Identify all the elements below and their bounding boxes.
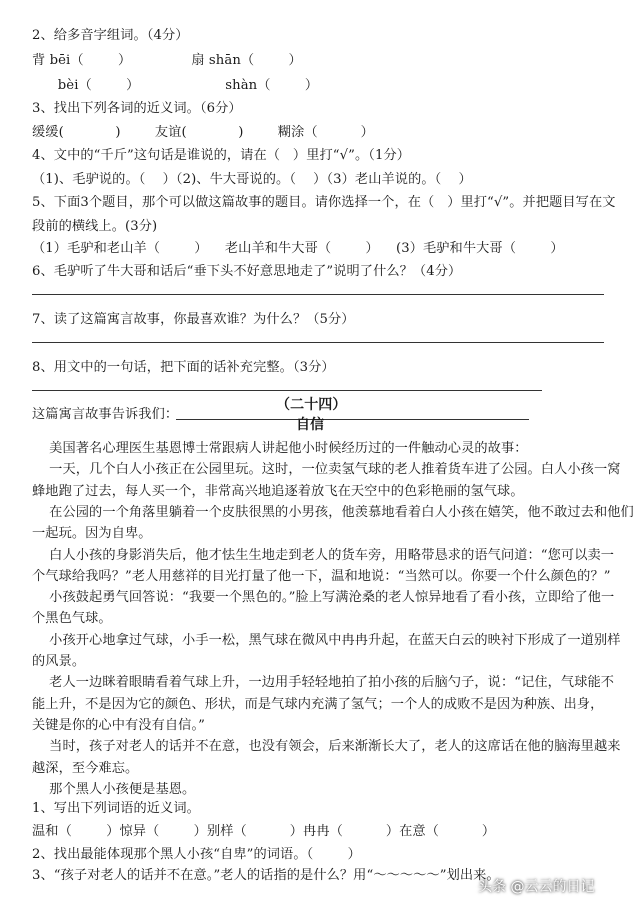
question-4: 4、文中的“千斤”这句话是谁说的，请在（ ）里打“√”。（1分） <box>32 148 411 163</box>
section-question: 3、“孩子对老人的话并不在意。”老人的话指的是什么？用“～～～～～”划出来。 <box>32 868 500 883</box>
passage-line: 当时，孩子对老人的话并不在意，也没有领会，后来渐渐长大了，老人的这席话在他的脑海里越来 <box>32 739 621 755</box>
passage-line: 蜂地跑了过去，每人买一个，非常高兴地追逐着放飞在天空中的色彩艳丽的氢气球。 <box>32 483 524 499</box>
question-6: 6、毛驴听了牛大哥和话后“垂下头不好意思地走了”说明了什么？（4分） <box>32 264 462 279</box>
question-3: 3、找出下列各词的近义词。（6分） <box>32 101 242 116</box>
question-5-line-2: 段前的横线上。(3分) <box>32 219 158 234</box>
question-7: 7、读了这篇寓言故事，你最喜欢谁？为什么？（5分） <box>32 312 355 327</box>
section-number: （二十四） <box>276 397 347 413</box>
passage-line: 个黑色气球。 <box>32 611 112 627</box>
passage-line: 越深，至今难忘。 <box>32 760 139 776</box>
answer-line-8-fill[interactable] <box>176 419 529 420</box>
polyphone-row-1: 背 bēi（ ） 扇 shān（ ） <box>32 53 302 68</box>
passage-line: 白人小孩的身影消失后，他才怯生生地走到老人的货车旁，用略带恳求的语气问道：“您可以卖一 <box>32 547 615 563</box>
section-question: 2、找出最能体现那个黑人小孩“自卑”的词语。（ ） <box>32 847 361 862</box>
polyphone-row-2: bèi（ ） shàn（ ） <box>32 78 319 93</box>
question-2: 2、给多音字组词。（4分） <box>32 28 189 43</box>
passage-line: 个气球给我吗？”老人用慈祥的目光打量了他一下，温和地说：“当然可以。你要一个什么颜色的？” <box>32 568 611 584</box>
passage-line: 一天，几个白人小孩正在公园里玩。这时，一位卖氢气球的老人推着货车进了公园。白人小孩一窝 <box>32 462 621 478</box>
section-question: 1、写出下列词语的近义词。 <box>32 801 200 816</box>
passage-line: 小孩鼓起勇气回答说：“我要一个黑色的。”脸上写满沧桑的老人惊异地看了看小孩，立即给了他一 <box>32 590 615 606</box>
answer-line-7[interactable] <box>32 342 604 343</box>
passage-line: 一起玩。因为自卑。 <box>32 526 152 542</box>
question-8: 8、用文中的一句话，把下面的话补充完整。（3分） <box>32 360 335 375</box>
passage-line: 在公园的一个角落里躺着一个皮肤很黑的小男孩，他羡慕地看着白人小孩在嬉笑，他不敢过去和他们 <box>32 504 634 520</box>
passage-line: 小孩开心地拿过气球，小手一松，黑气球在微风中冉冉升起，在蓝天白云的映衬下形成了一道别样 <box>32 632 621 648</box>
question-8-fill-label: 这篇寓言故事告诉我们： <box>32 407 179 422</box>
section-title: 自信 <box>296 417 325 433</box>
section-question: 温和（ ）惊异（ ）别样（ ）冉冉（ ）在意（ ） <box>32 824 496 839</box>
question-5-options: （1）毛驴和老山羊（ ） 老山羊和牛大哥（ ） (3）毛驴和牛大哥（ ） <box>32 241 564 256</box>
watermark-label: 头条 @云云的日记 <box>478 879 595 895</box>
passage-line: 的风景。 <box>32 654 86 669</box>
question-5-line-1: 5、下面3个题目，那个可以做这篇故事的题目。请你选择一个，在（ ）里打“√”。并把题目写在文 <box>32 195 616 210</box>
passage-line: 关键是你的心中有没有自信。” <box>32 717 205 733</box>
passage-line: 能上升，不是因为它的颜色、形状，而是气球内充满了氢气；一个人的成败不是因为种族、出身， <box>32 696 604 712</box>
passage-line: 老人一边眯着眼睛看着气球上升，一边用手轻轻地拍了拍小孩的后脑勺子，说：“记住，气球能不 <box>32 675 615 691</box>
answer-line-6[interactable] <box>32 294 604 295</box>
passage-line: 美国著名心理医生基恩博士常跟病人讲起他小时候经历过的一件触动心灵的故事： <box>32 441 528 456</box>
passage-line: 那个黑人小孩便是基恩。 <box>32 781 196 797</box>
synonym-words: 缓缓( ) 友谊( ) 糊涂（ ） <box>32 125 374 140</box>
question-4-options: （1)、毛驴说的。（ ）（2)、牛大哥说的。（ ）（3）老山羊说的。（ ） <box>32 172 472 187</box>
answer-line-8[interactable] <box>32 390 542 391</box>
